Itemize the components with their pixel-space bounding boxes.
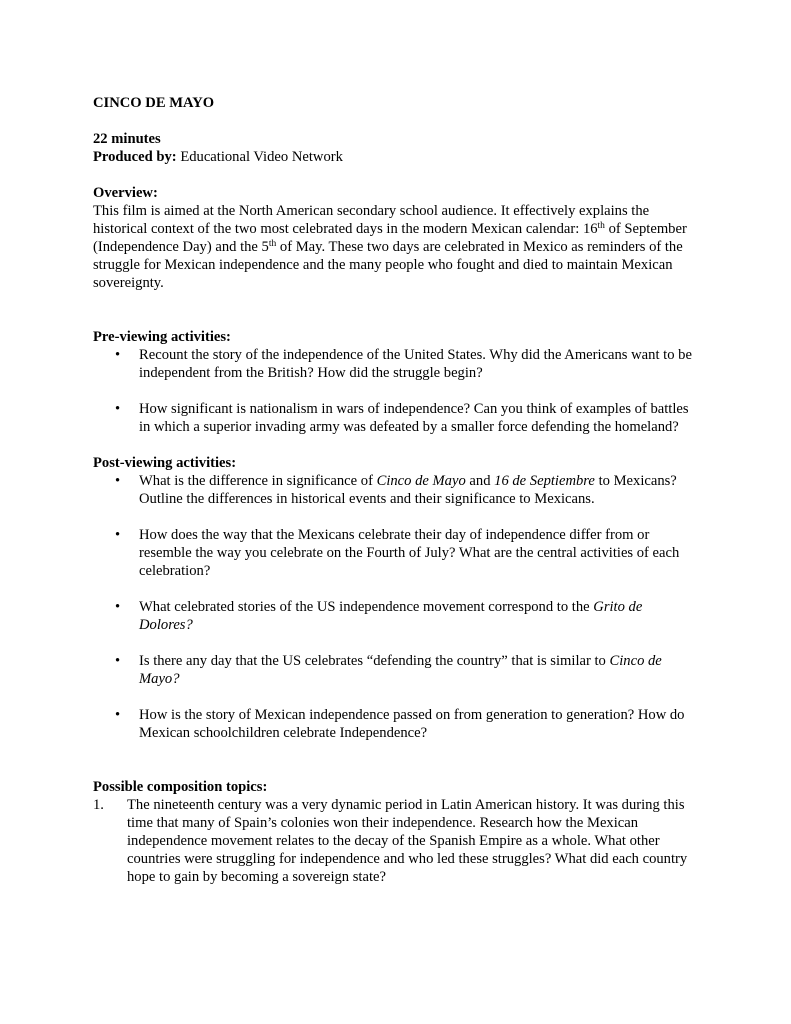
bullet-icon: • <box>115 707 121 723</box>
bullet-icon: • <box>115 599 121 615</box>
list-item: • What is the difference in significance of Cinco de Mayo and 16 de Septiembre to Mexicans? Outline the differences in historical events and their significance to Mexicans. <box>115 473 677 507</box>
duration: 22 minutes <box>93 131 161 147</box>
list-item: • How is the story of Mexican independence passed on from generation to generation? How do Mexican schoolchildren celebrate Independence? <box>115 707 685 741</box>
overview-heading: Overview: <box>93 185 158 201</box>
list-item: • What celebrated stories of the US independence movement correspond to the Grito de Dolores? <box>115 599 643 633</box>
bullet-icon: • <box>115 347 121 363</box>
list-item: • How significant is nationalism in wars of independence? Can you think of examples of battles in which a superior invading army was defeated by a smaller force defending the homeland? <box>115 401 689 435</box>
bullet-icon: • <box>115 401 121 417</box>
overview-paragraph: This film is aimed at the North American secondary school audience. It effectively explains the historical context of the two most celebrated days in the modern Mexican calendar: 16th of September (Independence Day) and the 5th of May. These two days are celebrated in Mexico as reminders of the struggle for Mexican independence and the many people who fought and died to maintain Mexican sovereignty. <box>93 203 687 291</box>
list-item: • How does the way that the Mexicans celebrate their day of independence differ from or resemble the way you celebrate on the Fourth of July? What are the central activities of each celebration? <box>115 527 680 579</box>
document-title: CINCO DE MAYO <box>93 95 215 111</box>
pre-viewing-list <box>93 346 698 436</box>
post-viewing-list <box>93 472 698 742</box>
pre-viewing-heading: Pre-viewing activities: <box>93 329 231 345</box>
producer-name: Educational Video Network <box>180 149 343 165</box>
composition-heading: Possible composition topics: <box>93 779 268 795</box>
bullet-icon: • <box>115 473 121 489</box>
document-body <box>93 94 698 886</box>
composition-list <box>93 796 698 886</box>
list-item: • Is there any day that the US celebrates “defending the country” that is similar to Cinco de Mayo? <box>115 653 662 687</box>
producer-line <box>93 148 698 166</box>
list-item: 1. The nineteenth century was a very dynamic period in Latin American history. It was during this time that many of Spain’s colonies won their independence. Research how the Mexican independence movement relates to the decay of the Spanish Empire as a whole. What other countries were struggling for independence and who led these struggles? What did each country hope to gain by becoming a sovereign state? <box>93 797 688 885</box>
produced-by-label: Produced by: <box>93 149 177 165</box>
post-viewing-heading: Post-viewing activities: <box>93 455 237 471</box>
bullet-icon: • <box>115 527 121 543</box>
list-number: 1. <box>93 797 104 813</box>
list-item: • Recount the story of the independence of the United States. Why did the Americans want to be independent from the British? How did the struggle begin? <box>115 347 692 381</box>
bullet-icon: • <box>115 653 121 669</box>
